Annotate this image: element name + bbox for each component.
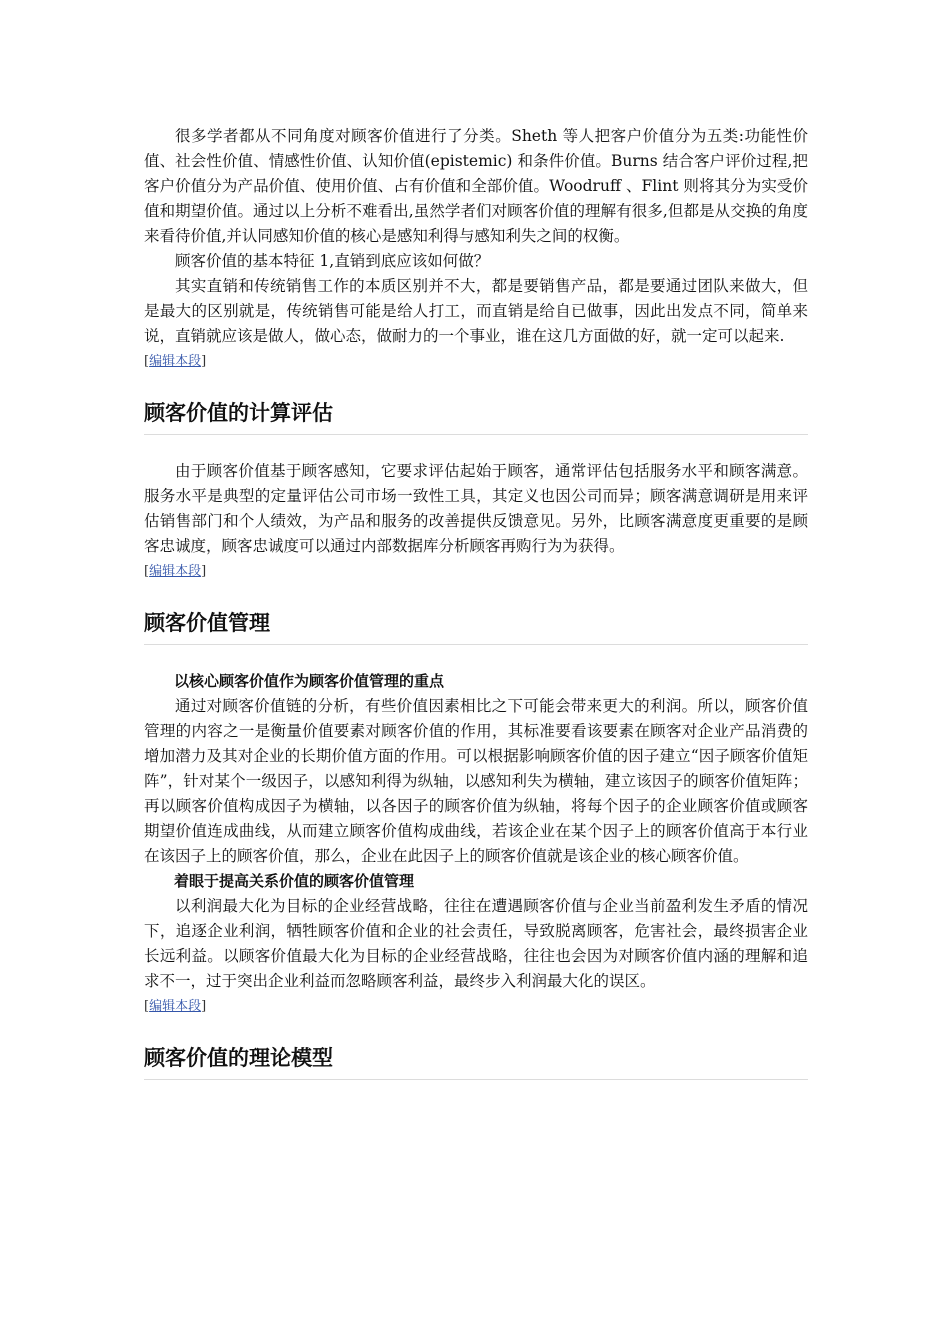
subheading: 以核心顾客价值作为顾客价值管理的重点 — [174, 672, 445, 690]
theory-model-section — [144, 1043, 808, 1080]
calculation-section — [144, 398, 808, 581]
management-section — [144, 608, 808, 1016]
paragraph: 其实直销和传统销售工作的本质区别并不大，都是要销售产品，都是要通过团队来做大，但是最大的区别就是，传统销售可能是给人打工，而直销是给自已做事，因此出发点不同，简单来说，直销就应该是做人，做心态，做耐力的一个事业，谁在这几方面做的好，就一定可以起来. — [144, 277, 808, 345]
edit-section-link-label[interactable]: 编辑本段 — [149, 354, 202, 369]
edit-section-link[interactable]: [编辑本段] — [144, 354, 207, 369]
edit-section-link[interactable]: [编辑本段] — [144, 564, 207, 579]
section-title: 顾客价值管理 — [144, 608, 808, 645]
paragraph: 很多学者都从不同角度对顾客价值进行了分类。Sheth 等人把客户价值分为五类:功能性价值、社会性价值、情感性价值、认知价值(epistemic) 和条件价值。Burns 结合客户评价过程,把客户价值分为产品价值、使用价值、占有价值和全部价值。Woodruff 、Flint 则将其分为实受价值和期望价值。通过以上分析不难看出,虽然学者们对顾客价值的理解有很多,但都是从交换的角度来看待价值,并认同感知价值的核心是感知利得与感知利失之间的权衡。 — [144, 127, 808, 245]
paragraph: 以利润最大化为目标的企业经营战略，往往在遭遇顾客价值与企业当前盈利发生矛盾的情况下，追逐企业利润，牺牲顾客价值和企业的社会责任，导致脱离顾客，危害社会，最终损害企业长远利益。以顾客价值最大化为目标的企业经营战略，往往也会因为对顾客价值内涵的理解和追求不一，过于突出企业利益而忽略顾客利益，最终步入利润最大化的误区。 — [144, 897, 808, 990]
section-title: 顾客价值的理论模型 — [144, 1043, 808, 1080]
edit-section-link-label[interactable]: 编辑本段 — [149, 564, 202, 579]
subheading: 着眼于提高关系价值的顾客价值管理 — [174, 872, 415, 890]
paragraph: 通过对顾客价值链的分析，有些价值因素相比之下可能会带来更大的利润。所以，顾客价值管理的内容之一是衡量价值要素对顾客价值的作用，其标准要看该要素在顾客对企业产品消费的增加潜力及其对企业的长期价值方面的作用。可以根据影响顾客价值的因子建立“因子顾客价值矩阵”，针对某个一级因子，以感知利得为纵轴，以感知利失为横轴，建立该因子的顾客价值矩阵；再以顾客价值构成因子为横轴，以各因子的顾客价值为纵轴，将每个因子的企业顾客价值或顾客期望价值连成曲线，从而建立顾客价值构成曲线，若该企业在某个因子上的顾客价值高于本行业在该因子上的顾客价值，那么，企业在此因子上的顾客价值就是该企业的核心顾客价值。 — [144, 697, 808, 865]
edit-section-link[interactable]: [编辑本段] — [144, 999, 207, 1014]
edit-section-link-label[interactable]: 编辑本段 — [149, 999, 202, 1014]
section-title: 顾客价值的计算评估 — [144, 398, 808, 435]
paragraph: 顾客价值的基本特征 1,直销到底应该如何做？ — [175, 252, 490, 270]
intro-section — [144, 124, 808, 371]
document-page — [144, 124, 808, 1080]
paragraph: 由于顾客价值基于顾客感知，它要求评估起始于顾客，通常评估包括服务水平和顾客满意。服务水平是典型的定量评估公司市场一致性工具，其定义也因公司而异；顾客满意调研是用来评估销售部门和个人绩效，为产品和服务的改善提供反馈意见。另外，比顾客满意度更重要的是顾客忠诚度，顾客忠诚度可以通过内部数据库分析顾客再购行为为获得。 — [144, 462, 808, 555]
